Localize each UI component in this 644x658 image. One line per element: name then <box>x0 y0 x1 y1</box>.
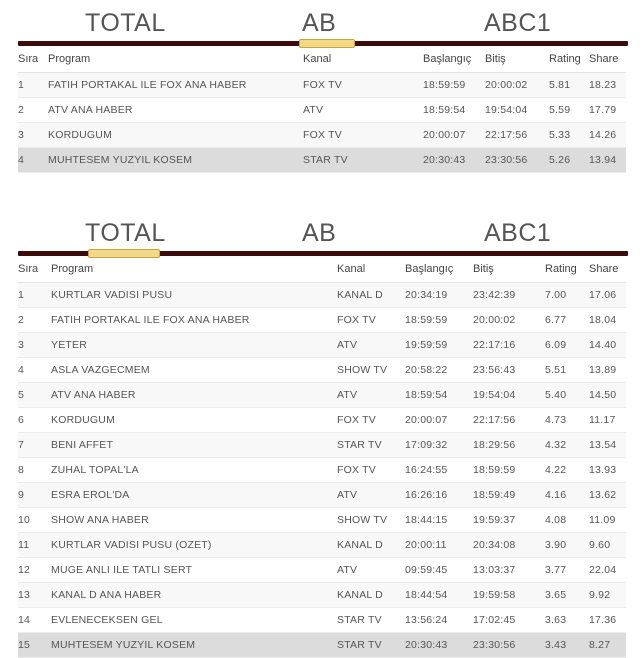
cell-program: ATV ANA HABER <box>48 98 303 123</box>
cell-program: BENI AFFET <box>51 433 337 458</box>
cell-baslangic: 18:59:59 <box>423 73 485 98</box>
table-row[interactable] <box>18 148 626 173</box>
cell-share: 9.92 <box>589 583 626 608</box>
cell-kanal: FOX TV <box>337 408 405 433</box>
cell-sira: 1 <box>18 283 51 308</box>
cell-bitis: 23:30:56 <box>473 633 545 658</box>
cell-rating: 4.16 <box>545 483 589 508</box>
cell-bitis: 22:17:56 <box>485 123 549 148</box>
tab-total[interactable]: TOTAL <box>85 219 166 247</box>
tab-abc1[interactable]: ABC1 <box>484 219 552 247</box>
cell-share: 11.09 <box>589 508 626 533</box>
cell-kanal: FOX TV <box>337 458 405 483</box>
header-row <box>18 48 626 73</box>
cell-bitis: 18:59:49 <box>473 483 545 508</box>
table-header <box>18 258 626 283</box>
cell-kanal: FOX TV <box>303 73 423 98</box>
cell-rating: 4.32 <box>545 433 589 458</box>
table-row[interactable] <box>18 308 626 333</box>
cell-program: KURTLAR VADISI PUSU (OZET) <box>51 533 337 558</box>
column-header-baslangic[interactable]: Başlangıç <box>423 48 485 73</box>
cell-rating: 6.09 <box>545 333 589 358</box>
table-body-top <box>18 73 626 173</box>
cell-program: YETER <box>51 333 337 358</box>
cell-baslangic: 18:44:54 <box>405 583 473 608</box>
cell-sira: 8 <box>18 458 51 483</box>
cell-rating: 3.77 <box>545 558 589 583</box>
cell-sira: 7 <box>18 433 51 458</box>
cell-kanal: ATV <box>337 483 405 508</box>
cell-program: MUHTESEM YUZYIL KOSEM <box>48 148 303 173</box>
cell-baslangic: 13:56:24 <box>405 608 473 633</box>
cell-rating: 5.59 <box>549 98 589 123</box>
table-row[interactable] <box>18 98 626 123</box>
cell-baslangic: 20:30:43 <box>423 148 485 173</box>
cell-baslangic: 18:59:54 <box>405 383 473 408</box>
cell-program: KURTLAR VADISI PUSU <box>51 283 337 308</box>
cell-rating: 4.08 <box>545 508 589 533</box>
tab-bar-bottom <box>0 210 644 258</box>
tab-ab[interactable]: AB <box>302 9 337 37</box>
cell-rating: 4.73 <box>545 408 589 433</box>
cell-baslangic: 20:00:11 <box>405 533 473 558</box>
cell-kanal: ATV <box>337 383 405 408</box>
table-row[interactable] <box>18 358 626 383</box>
column-header-bitis[interactable]: Bitiş <box>485 48 549 73</box>
table-row[interactable] <box>18 508 626 533</box>
column-header-bitis[interactable]: Bitiş <box>473 258 545 283</box>
cell-kanal: SHOW TV <box>337 508 405 533</box>
cell-bitis: 17:02:45 <box>473 608 545 633</box>
cell-program: EVLENECEKSEN GEL <box>51 608 337 633</box>
tab-total[interactable]: TOTAL <box>85 9 166 37</box>
cell-baslangic: 20:00:07 <box>423 123 485 148</box>
column-header-program[interactable]: Program <box>51 258 337 283</box>
cell-baslangic: 16:24:55 <box>405 458 473 483</box>
ratings-table-bottom <box>18 258 626 658</box>
cell-sira: 10 <box>18 508 51 533</box>
cell-sira: 14 <box>18 608 51 633</box>
cell-share: 18.04 <box>589 308 626 333</box>
cell-program: FATIH PORTAKAL ILE FOX ANA HABER <box>48 73 303 98</box>
cell-rating: 4.22 <box>545 458 589 483</box>
cell-share: 17.06 <box>589 283 626 308</box>
table-row[interactable] <box>18 558 626 583</box>
cell-program: ATV ANA HABER <box>51 383 337 408</box>
cell-kanal: ATV <box>337 558 405 583</box>
cell-kanal: KANAL D <box>337 283 405 308</box>
header-row <box>18 258 626 283</box>
cell-bitis: 18:29:56 <box>473 433 545 458</box>
cell-sira: 13 <box>18 583 51 608</box>
cell-sira: 2 <box>18 98 48 123</box>
cell-sira: 12 <box>18 558 51 583</box>
cell-bitis: 19:59:37 <box>473 508 545 533</box>
cell-bitis: 20:00:02 <box>485 73 549 98</box>
column-header-sira[interactable]: Sıra <box>18 258 51 283</box>
cell-baslangic: 18:59:54 <box>423 98 485 123</box>
table-row[interactable] <box>18 483 626 508</box>
column-header-rating[interactable]: Rating <box>549 48 589 73</box>
table-row[interactable] <box>18 333 626 358</box>
column-header-program[interactable]: Program <box>48 48 303 73</box>
cell-baslangic: 18:59:59 <box>405 308 473 333</box>
cell-kanal: ATV <box>303 98 423 123</box>
cell-bitis: 22:17:56 <box>473 408 545 433</box>
ratings-panel-top <box>0 0 644 173</box>
table-body-bottom <box>18 283 626 658</box>
cell-kanal: STAR TV <box>337 433 405 458</box>
cell-sira: 5 <box>18 383 51 408</box>
cell-bitis: 20:34:08 <box>473 533 545 558</box>
cell-baslangic: 09:59:45 <box>405 558 473 583</box>
cell-program: KORDUGUM <box>48 123 303 148</box>
cell-rating: 3.43 <box>545 633 589 658</box>
cell-share: 13.89 <box>589 358 626 383</box>
cell-rating: 3.65 <box>545 583 589 608</box>
cell-share: 13.93 <box>589 458 626 483</box>
cell-rating: 5.26 <box>549 148 589 173</box>
cell-bitis: 13:03:37 <box>473 558 545 583</box>
cell-rating: 6.77 <box>545 308 589 333</box>
cell-baslangic: 20:34:19 <box>405 283 473 308</box>
cell-rating: 3.90 <box>545 533 589 558</box>
cell-baslangic: 19:59:59 <box>405 333 473 358</box>
cell-share: 18.23 <box>589 73 626 98</box>
cell-program: SHOW ANA HABER <box>51 508 337 533</box>
cell-rating: 5.40 <box>545 383 589 408</box>
cell-rating: 3.63 <box>545 608 589 633</box>
cell-program: KANAL D ANA HABER <box>51 583 337 608</box>
table-row[interactable] <box>18 283 626 308</box>
cell-share: 13.94 <box>589 148 626 173</box>
table-header <box>18 48 626 73</box>
cell-kanal: FOX TV <box>303 123 423 148</box>
cell-kanal: KANAL D <box>337 533 405 558</box>
cell-program: MUGE ANLI ILE TATLI SERT <box>51 558 337 583</box>
cell-baslangic: 20:58:22 <box>405 358 473 383</box>
table-row[interactable] <box>18 533 626 558</box>
column-header-kanal[interactable]: Kanal <box>337 258 405 283</box>
cell-program: FATIH PORTAKAL ILE FOX ANA HABER <box>51 308 337 333</box>
tab-abc1[interactable]: ABC1 <box>484 9 552 37</box>
table-row[interactable] <box>18 608 626 633</box>
cell-kanal: SHOW TV <box>337 358 405 383</box>
cell-kanal: FOX TV <box>337 308 405 333</box>
cell-kanal: STAR TV <box>303 148 423 173</box>
cell-baslangic: 20:00:07 <box>405 408 473 433</box>
cell-bitis: 19:54:04 <box>485 98 549 123</box>
cell-share: 22.04 <box>589 558 626 583</box>
cell-kanal: STAR TV <box>337 608 405 633</box>
cell-sira: 3 <box>18 333 51 358</box>
tab-bar-top <box>0 0 644 48</box>
cell-rating: 5.81 <box>549 73 589 98</box>
tab-ab[interactable]: AB <box>302 219 337 247</box>
cell-sira: 15 <box>18 633 51 658</box>
cell-share: 8.27 <box>589 633 626 658</box>
cell-kanal: KANAL D <box>337 583 405 608</box>
cell-share: 11.17 <box>589 408 626 433</box>
cell-baslangic: 16:26:16 <box>405 483 473 508</box>
cell-baslangic: 20:30:43 <box>405 633 473 658</box>
cell-sira: 6 <box>18 408 51 433</box>
column-header-share[interactable]: Share <box>589 48 626 73</box>
cell-share: 17.36 <box>589 608 626 633</box>
cell-bitis: 20:00:02 <box>473 308 545 333</box>
cell-bitis: 19:54:04 <box>473 383 545 408</box>
cell-share: 13.62 <box>589 483 626 508</box>
cell-program: ESRA EROL'DA <box>51 483 337 508</box>
cell-share: 17.79 <box>589 98 626 123</box>
column-header-share[interactable]: Share <box>589 258 626 283</box>
cell-share: 14.50 <box>589 383 626 408</box>
cell-baslangic: 17:09:32 <box>405 433 473 458</box>
cell-share: 13.54 <box>589 433 626 458</box>
cell-sira: 4 <box>18 358 51 383</box>
table-row[interactable] <box>18 408 626 433</box>
column-header-rating[interactable]: Rating <box>545 258 589 283</box>
cell-program: ASLA VAZGECMEM <box>51 358 337 383</box>
table-row[interactable] <box>18 383 626 408</box>
cell-sira: 3 <box>18 123 48 148</box>
cell-share: 9.60 <box>589 533 626 558</box>
table-row[interactable] <box>18 73 626 98</box>
cell-sira: 1 <box>18 73 48 98</box>
cell-program: ZUHAL TOPAL'LA <box>51 458 337 483</box>
column-header-baslangic[interactable]: Başlangıç <box>405 258 473 283</box>
cell-sira: 9 <box>18 483 51 508</box>
cell-share: 14.40 <box>589 333 626 358</box>
cell-bitis: 18:59:59 <box>473 458 545 483</box>
column-header-kanal[interactable]: Kanal <box>303 48 423 73</box>
active-tab-indicator <box>299 39 355 48</box>
cell-sira: 11 <box>18 533 51 558</box>
cell-rating: 5.51 <box>545 358 589 383</box>
cell-share: 14.26 <box>589 123 626 148</box>
cell-sira: 4 <box>18 148 48 173</box>
table-row[interactable] <box>18 583 626 608</box>
cell-rating: 5.33 <box>549 123 589 148</box>
cell-program: MUHTESEM YUZYIL KOSEM <box>51 633 337 658</box>
column-header-sira[interactable]: Sıra <box>18 48 48 73</box>
cell-bitis: 23:56:43 <box>473 358 545 383</box>
table-row[interactable] <box>18 123 626 148</box>
cell-program: KORDUGUM <box>51 408 337 433</box>
cell-sira: 2 <box>18 308 51 333</box>
ratings-panel-bottom <box>0 210 644 658</box>
cell-kanal: ATV <box>337 333 405 358</box>
ratings-table-top <box>18 48 626 173</box>
cell-bitis: 22:17:16 <box>473 333 545 358</box>
cell-bitis: 23:30:56 <box>485 148 549 173</box>
cell-bitis: 23:42:39 <box>473 283 545 308</box>
cell-bitis: 19:59:58 <box>473 583 545 608</box>
active-tab-indicator <box>88 249 160 258</box>
cell-kanal: STAR TV <box>337 633 405 658</box>
cell-rating: 7.00 <box>545 283 589 308</box>
table-row[interactable] <box>18 433 626 458</box>
cell-baslangic: 18:44:15 <box>405 508 473 533</box>
table-row[interactable] <box>18 633 626 658</box>
table-row[interactable] <box>18 458 626 483</box>
